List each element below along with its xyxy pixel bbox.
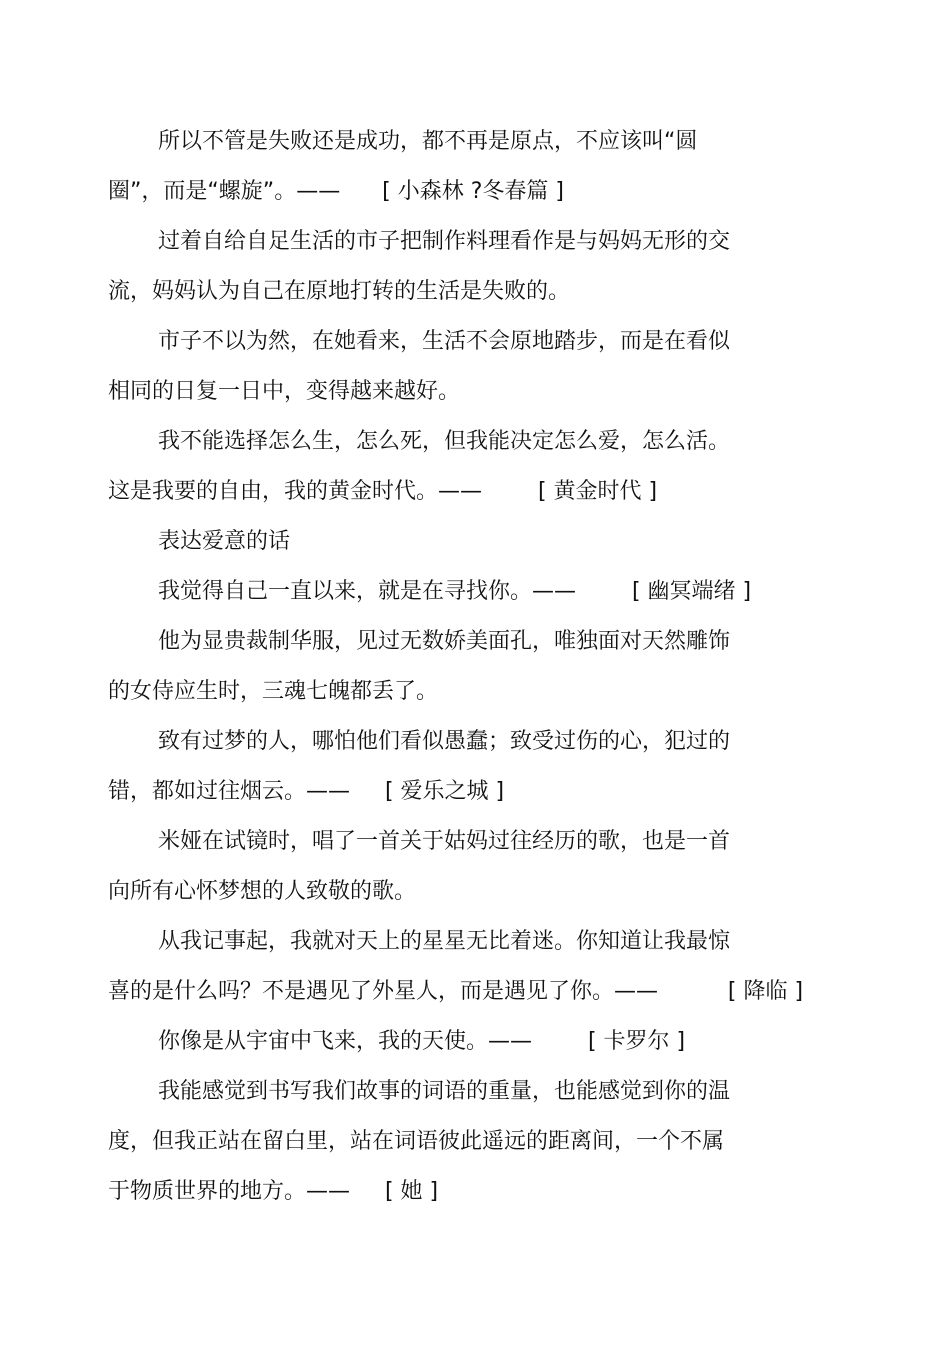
text-line: 致有过梦的人，哪怕他们看似愚蠢；致受过伤的心，犯过的 — [158, 729, 731, 754]
text-line: 喜的是什么吗？不是遇见了外星人，而是遇见了你。—— [ 降临 ] — [108, 979, 804, 1004]
text-line: 市子不以为然，在她看来，生活不会原地踏步，而是在看似 — [158, 329, 731, 354]
text-line: 这是我要的自由，我的黄金时代。—— [ 黄金时代 ] — [108, 479, 658, 504]
text-line: 相同的日复一日中，变得越来越好。 — [108, 379, 461, 404]
text-line: 过着自给自足生活的市子把制作料理看作是与妈妈无形的交 — [158, 229, 731, 254]
text-line: 他为显贵裁制华服，见过无数娇美面孔，唯独面对天然雕饰 — [158, 629, 731, 654]
text-line: 向所有心怀梦想的人致敬的歌。 — [108, 879, 417, 904]
text-line: 我能感觉到书写我们故事的词语的重量，也能感觉到你的温 — [158, 1079, 731, 1104]
section-heading: 表达爱意的话 — [158, 529, 291, 554]
text-line: 我不能选择怎么生，怎么死，但我能决定怎么爱，怎么活。 — [158, 429, 731, 454]
text-line: 错，都如过往烟云。—— [ 爱乐之城 ] — [108, 779, 505, 804]
text-line: 的女侍应生时，三魂七魄都丢了。 — [108, 679, 439, 704]
text-line: 米娅在试镜时，唱了一首关于姑妈过往经历的歌，也是一首 — [158, 829, 731, 854]
text-line: 所以不管是失败还是成功，都不再是原点，不应该叫“圆 — [158, 129, 698, 154]
text-line: 流，妈妈认为自己在原地打转的生活是失败的。 — [108, 279, 571, 304]
text-line: 你像是从宇宙中飞来，我的天使。—— [ 卡罗尔 ] — [158, 1029, 686, 1054]
text-line: 度，但我正站在留白里，站在词语彼此遥远的距离间，一个不属 — [108, 1129, 725, 1154]
text-line: 我觉得自己一直以来，就是在寻找你。—— [ 幽冥端绪 ] — [158, 579, 752, 604]
text-line: 于物质世界的地方。—— [ 她 ] — [108, 1179, 439, 1204]
text-line: 从我记事起，我就对天上的星星无比着迷。你知道让我最惊 — [158, 929, 731, 954]
text-line: 圈”，而是“螺旋”。—— [ 小森林 ?冬春篇 ] — [108, 179, 564, 204]
